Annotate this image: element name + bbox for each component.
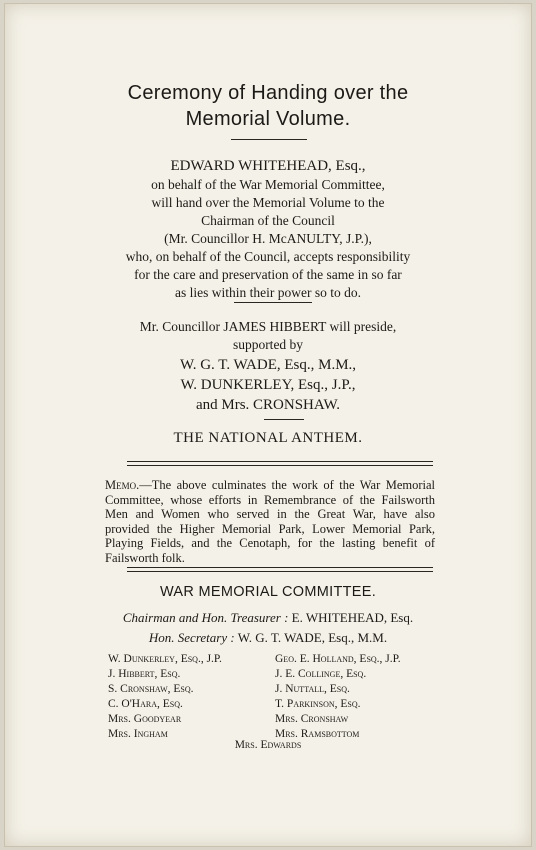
member-right-4: T. Parkinson, Esq.: [275, 698, 361, 710]
member-left-1: W. Dunkerley, Esq., J.P.: [108, 653, 222, 665]
member-left-3: S. Cronshaw, Esq.: [108, 683, 194, 695]
chairman-name: E. WHITEHEAD, Esq.: [291, 610, 414, 625]
double-rule-top: [127, 461, 433, 466]
memo-paragraph: [105, 478, 435, 565]
member-right-2: J. E. Collinge, Esq.: [275, 668, 367, 680]
presiding-line-3: W. G. T. WADE, Esq., M.M.,: [179, 357, 357, 373]
handover-line-2: on behalf of the War Memorial Committee,: [151, 177, 385, 192]
presiding-line-5: and Mrs. CRONSHAW.: [195, 397, 341, 413]
member-last: Mrs. Edwards: [234, 739, 302, 751]
committee-heading: WAR MEMORIAL COMMITTEE.: [159, 584, 377, 600]
programme-sheet: [4, 3, 532, 847]
presiding-line-1: Mr. Councillor JAMES HIBBERT will preside,: [139, 319, 397, 334]
title-line-1: Ceremony of Handing over the: [127, 82, 409, 104]
secretary-role: Hon. Secretary :: [148, 630, 235, 645]
handover-line-1: EDWARD WHITEHEAD, Esq.,: [170, 158, 366, 174]
member-left-5: Mrs. Goodyear: [108, 713, 182, 725]
member-left-4: C. O'Hara, Esq.: [108, 698, 183, 710]
chairman-role: Chairman and Hon. Treasurer :: [122, 610, 289, 625]
memo-label: Memo.: [105, 478, 140, 492]
handover-line-8: as lies within their power so to do.: [175, 285, 361, 300]
members-right-column: [275, 652, 401, 742]
double-rule-bottom: [127, 567, 433, 572]
title-line-2: Memorial Volume.: [185, 108, 351, 130]
member-left-2: J. Hibbert, Esq.: [108, 668, 181, 680]
presiding-line-2: supported by: [232, 337, 304, 352]
handover-line-7: for the care and preservation of the same in so far: [134, 267, 402, 282]
memo-text: —The above culminates the work of the War Memorial Committee, whose efforts in Remembrance of the Failsworth Men and Women who served in the Great War, have also provided the Higher Memorial Park, Lower Memorial Park, Playing Fields, and the Cenotaph, for the lasting benefit of Failsworth folk.: [105, 478, 435, 565]
secretary-name: W. G. T. WADE, Esq., M.M.: [237, 630, 388, 645]
member-right-6: Mrs. Ramsbottom: [275, 728, 360, 740]
divider-1: [231, 139, 307, 140]
member-left-6: Mrs. Ingham: [108, 728, 168, 740]
divider-2: [234, 302, 312, 303]
member-right-1: Geo. E. Holland, Esq., J.P.: [275, 653, 401, 665]
handover-line-4: Chairman of the Council: [201, 213, 335, 228]
page-title: [5, 80, 531, 132]
handover-paragraph: [5, 156, 531, 302]
national-anthem: THE NATIONAL ANTHEM.: [173, 430, 363, 446]
divider-3: [264, 419, 304, 420]
member-right-5: Mrs. Cronshaw: [275, 713, 349, 725]
members-left-column: [108, 652, 222, 742]
presiding-line-4: W. DUNKERLEY, Esq., J.P.,: [180, 377, 356, 393]
handover-line-5: (Mr. Councillor H. McANULTY, J.P.),: [164, 231, 372, 246]
handover-line-3: will hand over the Memorial Volume to the: [151, 195, 385, 210]
presiding-paragraph: [5, 318, 531, 415]
handover-line-6: who, on behalf of the Council, accepts responsibility: [125, 249, 411, 264]
chairman-line: [5, 610, 531, 626]
member-right-3: J. Nuttall, Esq.: [275, 683, 350, 695]
secretary-line: [5, 630, 531, 646]
